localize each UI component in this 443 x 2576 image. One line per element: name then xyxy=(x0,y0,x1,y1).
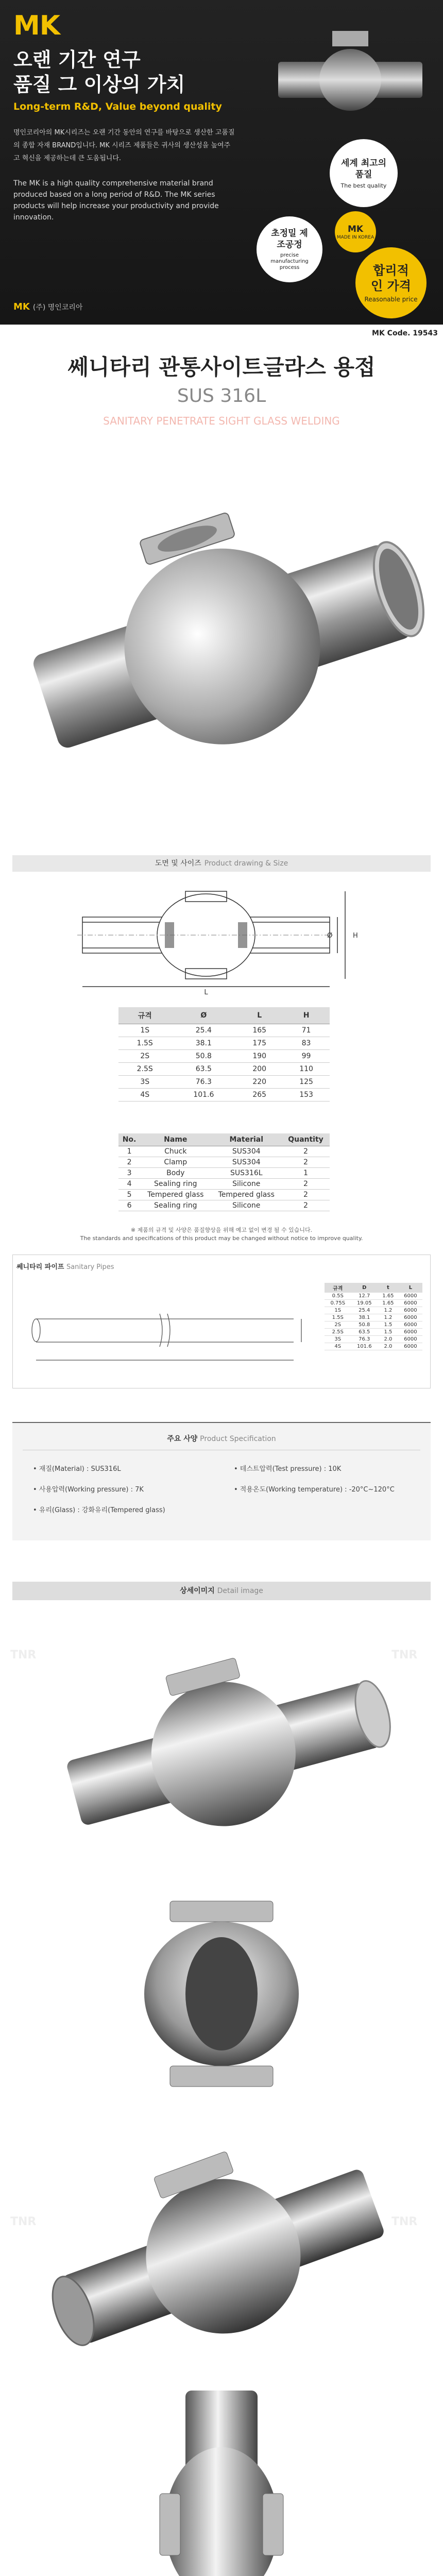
cell: 6000 xyxy=(399,1307,422,1314)
table-row xyxy=(118,1063,330,1076)
spec-section xyxy=(12,1422,431,1540)
badge-price-ko: 합리적인 가격 xyxy=(371,263,411,293)
cell: 1.5S xyxy=(118,1037,171,1050)
cell: 200 xyxy=(236,1063,283,1076)
pipe-table-header xyxy=(325,1283,422,1293)
drawing-section-header xyxy=(12,855,431,872)
table-row xyxy=(118,1157,330,1168)
cell: 2.0 xyxy=(378,1336,399,1343)
cell: SUS316L xyxy=(211,1168,282,1179)
hero-product-image xyxy=(268,10,433,144)
table-row xyxy=(325,1314,422,1321)
cell: SUS304 xyxy=(211,1157,282,1168)
cell: 71 xyxy=(283,1024,330,1037)
product-title: 쎄니타리 관통사이트글라스 용접 xyxy=(67,354,376,380)
cell: 1.65 xyxy=(378,1300,399,1307)
cell: 38.1 xyxy=(351,1314,378,1321)
cell: 63.5 xyxy=(351,1329,378,1336)
table-row xyxy=(325,1329,422,1336)
spec-glass: • 유리(Glass) : 강화유리(Tempered glass) xyxy=(33,1506,165,1514)
spec-title-ko: 주요 사양 xyxy=(167,1435,198,1443)
cell: 1 xyxy=(118,1146,140,1157)
headline xyxy=(13,47,185,97)
tagline: Long-term R&D, Value beyond quality xyxy=(13,101,222,112)
product-code: MK Code. 19543 xyxy=(340,327,443,340)
cell: 3S xyxy=(118,1076,171,1089)
badge-made-en: MADE IN KOREA xyxy=(336,235,374,240)
pipe-title-en: Sanitary Pipes xyxy=(66,1263,114,1271)
watermark: TNR xyxy=(391,2215,418,2228)
parts-table xyxy=(118,1133,330,1211)
company-mark: MK xyxy=(13,301,30,312)
cell: 165 xyxy=(236,1024,283,1037)
dim-label-l: L xyxy=(204,989,208,994)
cell: 1.5 xyxy=(378,1321,399,1329)
cell: 1.5 xyxy=(378,1329,399,1336)
cell: 2 xyxy=(282,1146,330,1157)
cell: 101.6 xyxy=(171,1089,236,1101)
cell: 6000 xyxy=(399,1343,422,1350)
table-row xyxy=(118,1190,330,1200)
table-row xyxy=(325,1343,422,1350)
cell: 99 xyxy=(283,1050,330,1063)
spec-working-pressure: • 사용압력(Working pressure) : 7K xyxy=(33,1486,144,1494)
pipe-col-size: 규격 xyxy=(325,1283,351,1293)
dim-col-length: L xyxy=(236,1007,283,1024)
cell: Silicone xyxy=(211,1179,282,1190)
cell: 110 xyxy=(283,1063,330,1076)
cell: 76.3 xyxy=(351,1336,378,1343)
cell: 25.4 xyxy=(171,1024,236,1037)
table-row xyxy=(325,1300,422,1307)
badge-precise-ko: 초정밀 제조공정 xyxy=(271,228,308,250)
company-name: (주) 명인코리아 xyxy=(32,303,83,312)
table-row xyxy=(118,1200,330,1211)
technical-drawing xyxy=(67,881,376,994)
product-title-en: SANITARY PENETRATE SIGHT GLASS WELDING xyxy=(103,415,340,427)
cell: 1S xyxy=(325,1307,351,1314)
table-row xyxy=(118,1089,330,1101)
badge-precise xyxy=(257,216,322,282)
pipe-section-title xyxy=(16,1261,114,1271)
pipe-table xyxy=(325,1283,422,1350)
table-row xyxy=(325,1336,422,1343)
cell: 101.6 xyxy=(351,1343,378,1350)
table-row xyxy=(118,1076,330,1089)
watermark: TNR xyxy=(10,2215,37,2228)
watermark: TNR xyxy=(10,1649,37,1662)
cell: Sealing ring xyxy=(140,1200,211,1211)
cell: 38.1 xyxy=(171,1037,236,1050)
part-col-quantity: Quantity xyxy=(282,1133,330,1146)
table-row xyxy=(325,1321,422,1329)
cell: 19.05 xyxy=(351,1300,378,1307)
table-row xyxy=(118,1024,330,1037)
cell: 4S xyxy=(325,1343,351,1350)
table-row xyxy=(325,1307,422,1314)
cell: Silicone xyxy=(211,1200,282,1211)
main-product-image xyxy=(0,443,443,845)
cell: 4S xyxy=(118,1089,171,1101)
cell: 1.65 xyxy=(378,1293,399,1300)
cell: 63.5 xyxy=(171,1063,236,1076)
cell: 2S xyxy=(118,1050,171,1063)
badge-best-ko: 세계 최고의 품질 xyxy=(340,158,387,180)
dim-label-d: Ø xyxy=(327,932,333,940)
badge-reasonable-price xyxy=(355,247,427,318)
cell: 0.75S xyxy=(325,1300,351,1307)
pipe-drawing xyxy=(26,1298,314,1370)
badge-price-en: Reasonable price xyxy=(364,296,418,303)
cell: 2.5S xyxy=(118,1063,171,1076)
cell: 2S xyxy=(325,1321,351,1329)
cell: 4 xyxy=(118,1179,140,1190)
dim-col-diameter: Ø xyxy=(171,1007,236,1024)
cell: 1.5S xyxy=(325,1314,351,1321)
part-col-name: Name xyxy=(140,1133,211,1146)
cell: 2.0 xyxy=(378,1343,399,1350)
cell: 12.7 xyxy=(351,1293,378,1300)
table-row xyxy=(325,1293,422,1300)
detail-title-en: Detail image xyxy=(217,1587,263,1595)
cell: 125 xyxy=(283,1076,330,1089)
badge-best-en: The best quality xyxy=(340,182,387,189)
detail-image-2 xyxy=(0,1875,443,2112)
table-row xyxy=(118,1146,330,1157)
dim-col-height: H xyxy=(283,1007,330,1024)
cell: 220 xyxy=(236,1076,283,1089)
company-logo xyxy=(13,301,82,312)
cell: 3 xyxy=(118,1168,140,1179)
cell: 0.5S xyxy=(325,1293,351,1300)
table-row xyxy=(118,1168,330,1179)
detail-title-ko: 상세이미지 xyxy=(180,1587,215,1595)
cell: 265 xyxy=(236,1089,283,1101)
table-row xyxy=(118,1050,330,1063)
pipe-col-l: L xyxy=(399,1283,422,1293)
cell: 6 xyxy=(118,1200,140,1211)
dim-col-size: 규격 xyxy=(118,1007,171,1024)
dim-label-h: H xyxy=(353,932,358,940)
part-col-material: Material xyxy=(211,1133,282,1146)
cell: 5 xyxy=(118,1190,140,1200)
detail-image-3 xyxy=(0,2123,443,2370)
spec-title-en: Product Specification xyxy=(200,1435,276,1443)
cell: Tempered glass xyxy=(211,1190,282,1200)
cell: 1 xyxy=(282,1168,330,1179)
hero-banner xyxy=(0,0,443,325)
cell: Clamp xyxy=(140,1157,211,1168)
cell: 50.8 xyxy=(171,1050,236,1063)
cell: 2 xyxy=(282,1179,330,1190)
spec-material: • 재질(Material) : SUS316L xyxy=(33,1465,121,1473)
cell: 6000 xyxy=(399,1321,422,1329)
spec-title xyxy=(12,1433,431,1444)
cell: 25.4 xyxy=(351,1307,378,1314)
badge-best-quality xyxy=(330,139,398,207)
cell: 1.2 xyxy=(378,1307,399,1314)
cell: 6000 xyxy=(399,1314,422,1321)
drawing-title-en: Product drawing & Size xyxy=(204,859,288,868)
cell: 2 xyxy=(282,1190,330,1200)
pipe-title-ko: 쎄니타리 파이프 xyxy=(16,1263,64,1271)
cell: 6000 xyxy=(399,1329,422,1336)
cell: Sealing ring xyxy=(140,1179,211,1190)
dimension-table-header xyxy=(118,1007,330,1024)
detail-section-header xyxy=(12,1582,431,1600)
cell: Tempered glass xyxy=(140,1190,211,1200)
cell: 1.2 xyxy=(378,1314,399,1321)
table-row xyxy=(118,1179,330,1190)
cell: 2 xyxy=(118,1157,140,1168)
headline-line-1: 오랜 기간 연구 xyxy=(13,48,141,71)
watermark: TNR xyxy=(391,1649,418,1662)
cell: 6000 xyxy=(399,1293,422,1300)
cell: SUS304 xyxy=(211,1146,282,1157)
notice-en: The standards and specifications of this product may be changed without notice to improve quality. xyxy=(80,1235,363,1242)
badge-made-in-korea xyxy=(335,211,376,252)
part-col-no: No. xyxy=(118,1133,140,1146)
cell: 153 xyxy=(283,1089,330,1101)
headline-line-2: 품질 그 이상의 가치 xyxy=(13,73,185,96)
product-material: SUS 316L xyxy=(177,385,266,406)
parts-table-header xyxy=(118,1133,330,1146)
cell: 83 xyxy=(283,1037,330,1050)
detail-image-1 xyxy=(0,1618,443,1865)
intro-en: The MK is a high quality comprehensive material brand produced based on a long period of R&D. The MK series products will help increase your productivity and provide innovation. xyxy=(13,179,219,222)
spec-change-notice xyxy=(0,1226,443,1243)
detail-image-4 xyxy=(0,2380,443,2576)
notice-ko: ※ 제품의 규격 및 사양은 품질향상을 위해 예고 없이 변경 될 수 있습니다. xyxy=(130,1227,313,1233)
pipe-col-t: t xyxy=(378,1283,399,1293)
cell: 1S xyxy=(118,1024,171,1037)
cell: 2 xyxy=(282,1157,330,1168)
badge-made-ko: MK xyxy=(347,224,364,234)
cell: 76.3 xyxy=(171,1076,236,1089)
cell: 2.5S xyxy=(325,1329,351,1336)
cell: Chuck xyxy=(140,1146,211,1157)
cell: 190 xyxy=(236,1050,283,1063)
cell: 175 xyxy=(236,1037,283,1050)
pipe-col-d: D xyxy=(351,1283,378,1293)
cell: 6000 xyxy=(399,1336,422,1343)
cell: Body xyxy=(140,1168,211,1179)
badge-precise-en: precise manufacturing process xyxy=(270,252,309,270)
spec-test-pressure: • 테스트압력(Test pressure) : 10K xyxy=(234,1465,342,1473)
cell: 3S xyxy=(325,1336,351,1343)
cell: 2 xyxy=(282,1200,330,1211)
cell: 6000 xyxy=(399,1300,422,1307)
dimension-table xyxy=(118,1007,330,1101)
brand-logo: MK xyxy=(13,10,60,41)
table-row xyxy=(118,1037,330,1050)
drawing-title-ko: 도면 및 사이즈 xyxy=(155,859,201,868)
intro-ko: 명인코리아의 MK시리즈는 오랜 기간 동안의 연구를 바탕으로 생산한 고품질의 종합 자재 BRAND입니다. MK 시리즈 제품들은 귀사의 생산성을 높여주고 혁신을 제공하는데 큰 도움됩니다. xyxy=(13,129,235,162)
cell: 50.8 xyxy=(351,1321,378,1329)
spec-working-temp: • 적용온도(Working temperature) : -20°C~120°C xyxy=(234,1486,395,1494)
